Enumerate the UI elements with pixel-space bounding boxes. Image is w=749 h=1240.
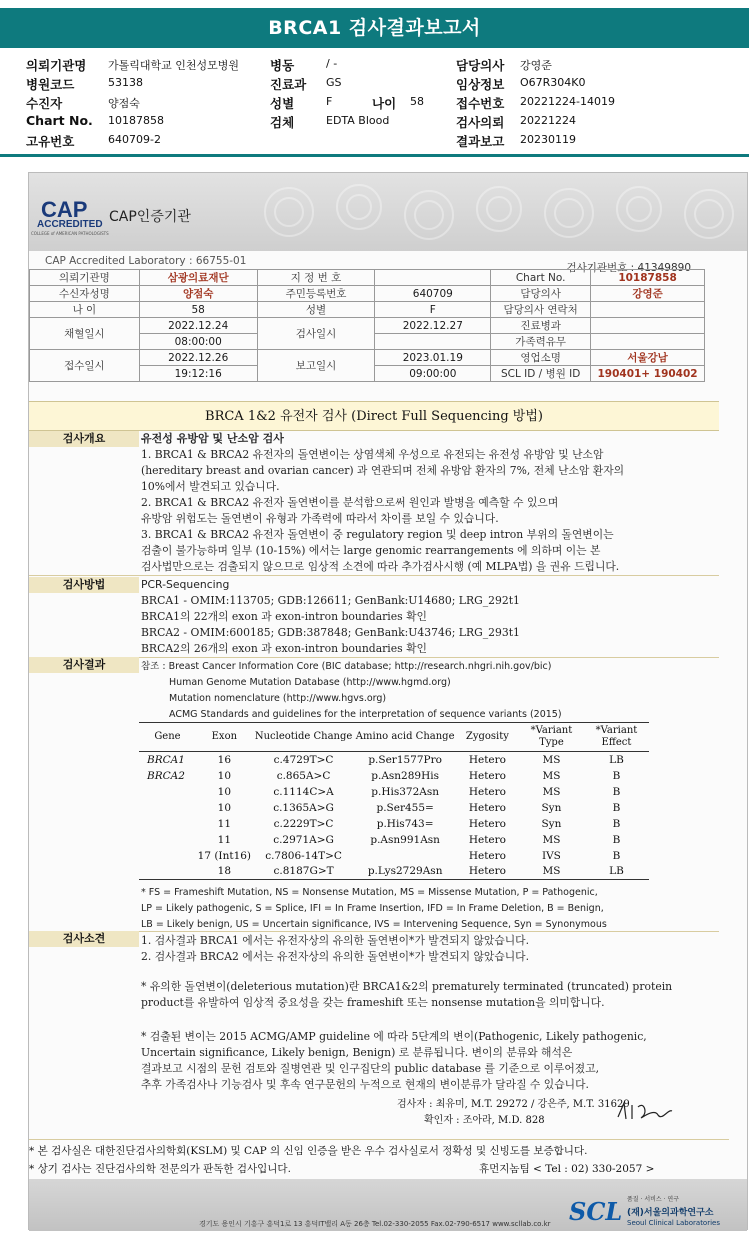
overview-text [141, 431, 711, 575]
method-line: BRCA1 - OMIM:113705; GDB:126611; GenBank:U14680; LRG_292t1 [141, 594, 520, 607]
report-header [0, 56, 749, 150]
lab-address: 경기도 용인시 기흥구 흥덕1로 13 흥덕IT밸리 A동 26층 Tel.02-330-2055 Fax.02-790-6517 www.scllab.co.kr [199, 1220, 551, 1228]
request-label: 검사의뢰 [456, 115, 505, 130]
table-cell: B [612, 769, 621, 782]
team-contact: 휴먼지놈팀 < Tel : 02) 330-2057 > [479, 1163, 655, 1175]
section-divider [29, 1139, 729, 1140]
patient-label: 수진자 [26, 96, 63, 111]
overview-line: 3. BRCA1 & BRCA2 유전자 돌연변이 중 regulatory region 및 deep intron 부위의 돌연변이는 [141, 528, 614, 541]
acmg-note [141, 1029, 711, 1093]
info-cell: F [375, 302, 491, 318]
decorative-pattern [259, 179, 739, 245]
method-text [141, 577, 711, 657]
table-cell: BRCA1 [147, 753, 185, 766]
info-cell: 나 이 [30, 302, 140, 318]
dept-value: GS [326, 76, 342, 89]
hospital-code-label: 병원코드 [26, 77, 75, 92]
test-title: BRCA 1&2 유전자 검사 (Direct Full Sequencing 방법) [29, 401, 719, 431]
table-cell: MS [542, 785, 561, 798]
table-cell: Hetero [468, 801, 506, 814]
specimen-label: 검체 [270, 115, 295, 130]
unique-value: 640709-2 [108, 133, 161, 146]
chart-label: Chart No. [26, 113, 93, 128]
table-cell: Hetero [468, 817, 506, 830]
method-line: BRCA2의 26개의 exon 과 exon-intron boundaries 확인 [141, 642, 427, 655]
table-cell: MS [542, 833, 561, 846]
info-cell: 2022.12.26 [139, 350, 257, 366]
clinical-label: 임상정보 [456, 77, 505, 92]
info-cell: 성별 [257, 302, 375, 318]
table-cell: 16 [217, 753, 232, 766]
table-cell: B [612, 849, 621, 862]
note-line: 추후 가족검사나 기능검사 및 후속 연구문헌의 누적으로 현재의 변이분류가 달라질 수 있습니다. [141, 1078, 589, 1091]
footnote-line: * FS = Frameshift Mutation, NS = Nonsense Mutation, MS = Missense Mutation, P = Pathogenic, [141, 887, 598, 898]
info-cell [375, 270, 491, 286]
info-cell [591, 318, 705, 334]
col-header: Gene [139, 723, 196, 752]
overview-line: 1. BRCA1 & BRCA2 유전자의 돌연변이는 상염색체 우성으로 유전되는 유전성 유방암 및 난소암 [141, 448, 604, 461]
result-value: 20230119 [520, 133, 576, 146]
overview-heading: 유전성 유방암 및 난소암 검사 [141, 432, 284, 445]
table-cell: p.His372Asn [371, 785, 440, 798]
overview-line: 유방암 위험도는 돌연변이 유형과 가족력에 따라서 차이를 보일 수 있습니다. [141, 512, 499, 525]
table-cell: BRCA2 [147, 769, 185, 782]
info-cell: 2022.12.24 [139, 318, 257, 334]
table-row [139, 800, 649, 816]
note-line: Uncertain significance, Likely benign, Benign) 로 분류됩니다. 변이의 분류와 해석은 [141, 1046, 573, 1059]
table-cell: p.Lys2729Asn [354, 864, 456, 880]
info-cell: 담당의사 연락처 [491, 302, 591, 318]
table-cell: LB [609, 753, 624, 766]
table-cell: B [612, 785, 621, 798]
info-cell: 서울강남 [591, 350, 705, 366]
info-cell: 수신자성명 [30, 286, 140, 302]
col-header: Exon [196, 723, 253, 752]
variant-table [139, 722, 649, 880]
request-value: 20221224 [520, 114, 576, 127]
note-line: * 검출된 변이는 2015 ACMG/AMP guideline 에 따라 5단계의 변이(Pathogenic, Likely pathogenic, [141, 1030, 647, 1043]
institution-label: 의뢰기관명 [26, 58, 87, 73]
sex-label: 성별 [270, 96, 295, 111]
scl-logo: SCL [569, 1197, 623, 1226]
table-cell: Hetero [468, 849, 506, 862]
result-label: 결과보고 [456, 134, 505, 149]
table-cell: c.1114C>A [273, 785, 334, 798]
info-cell: 09:00:00 [375, 366, 491, 382]
table-cell [139, 816, 196, 832]
table-cell: p.Ser1577Pro [368, 753, 442, 766]
info-cell [591, 302, 705, 318]
info-cell: 58 [139, 302, 257, 318]
ref-line: 참조 : Breast Cancer Information Core (BIC database; http://research.nhgri.nih.gov/bic) [141, 661, 552, 672]
info-cell: 190401+ 190402 [591, 366, 705, 382]
cap-accredited-text: ACCREDITED [37, 219, 103, 230]
ref-line: Mutation nomenclature (http://www.hgvs.org) [169, 693, 387, 704]
col-header: *Variant Type [519, 723, 584, 752]
table-cell: 18 [196, 864, 253, 880]
info-cell: 접수일시 [30, 350, 140, 382]
table-row [139, 816, 649, 832]
cap-lab-number: CAP Accredited Laboratory : 66755-01 [45, 255, 247, 267]
cap-institution: CAP인증기관 [109, 209, 191, 225]
ward-value: / - [326, 57, 338, 70]
info-cell: 19:12:16 [139, 366, 257, 382]
table-row [139, 768, 649, 784]
overview-line: 2. BRCA1 & BRCA2 유전자 돌연변이를 분석함으로써 원인과 발병을 예측할 수 있으며 [141, 496, 559, 509]
info-cell: 채혈일시 [30, 318, 140, 350]
abbreviation-footnote [141, 885, 711, 933]
age-value: 58 [410, 95, 424, 108]
info-cell: 10187858 [591, 270, 705, 286]
receipt-label: 접수번호 [456, 96, 505, 111]
patient-value: 양점숙 [108, 97, 140, 110]
chart-value: 10187858 [108, 114, 164, 127]
cap-college-text: COLLEGE of AMERICAN PATHOLOGISTS [31, 231, 109, 236]
note-line: * 유의한 돌연변이(deleterious mutation)란 BRCA1&2의 prematurely terminated (truncated) protein [141, 980, 673, 993]
results-label: 검사결과 [29, 657, 139, 673]
report-title: BRCA1 검사결과보고서 [0, 8, 749, 48]
doctor-value: 강영준 [520, 59, 552, 72]
col-header: Zygosity [456, 723, 519, 752]
handwritten-signature [614, 1099, 674, 1123]
table-row [139, 832, 649, 848]
method-line: PCR-Sequencing [141, 578, 230, 591]
doctor-label: 담당의사 [456, 58, 505, 73]
table-cell: Hetero [468, 769, 506, 782]
opinion-line: 1. 검사결과 BRCA1 에서는 유전자상의 유의한 돌연변이*가 발견되지 않았습니다. [141, 934, 530, 947]
unique-label: 고유번호 [26, 134, 75, 149]
table-cell: p.His743= [376, 817, 434, 830]
hospital-code-value: 53138 [108, 76, 143, 89]
table-cell: Hetero [456, 864, 519, 880]
scan-banner [29, 173, 747, 251]
table-row [139, 752, 649, 768]
specimen-value: EDTA Blood [326, 114, 390, 127]
lab-institution-number: 검사기관번호 : 41349890 [566, 262, 691, 274]
table-cell: c.2229T>C [273, 817, 334, 830]
col-header: Amino acid Change [354, 723, 456, 752]
table-cell: 10 [217, 769, 232, 782]
info-cell: 양점숙 [139, 286, 257, 302]
ref-line: ACMG Standards and guidelines for the interpretation of sequence variants (2015) [169, 709, 562, 720]
table-cell: p.Asn289His [371, 769, 440, 782]
info-cell: 2022.12.27 [375, 318, 491, 334]
table-cell: c.7806-14T>C [265, 849, 342, 862]
footnote-line: LB = Likely benign, US = Uncertain significance, IVS = Intervening Sequence, Syn = Synonymous [141, 919, 607, 930]
info-cell: 의뢰기관명 [30, 270, 140, 286]
col-header: Nucleotide Change [253, 723, 355, 752]
approver-signature: 확인자 : 조아라, M.D. 828 [424, 1115, 545, 1126]
review-note: * 상기 검사는 진단검사의학 전문의가 판독한 검사입니다. [29, 1163, 291, 1175]
table-cell: c.1365A>G [273, 801, 334, 814]
table-cell: B [612, 833, 621, 846]
table-cell: c.2971A>G [273, 833, 334, 846]
info-cell: SCL ID / 병원 ID [491, 366, 591, 382]
table-cell: 11 [217, 817, 232, 830]
table-cell: 10 [217, 785, 232, 798]
opinion-text [141, 933, 711, 965]
overview-label: 검사개요 [29, 431, 139, 447]
results-refs [141, 659, 711, 723]
method-label: 검사방법 [29, 577, 139, 593]
table-cell: 17 (Int16) [197, 849, 252, 862]
tester-signature: 검사자 : 최유미, M.T. 29272 / 강은주, M.T. 31629 [397, 1099, 630, 1110]
col-header: *Variant Effect [584, 723, 649, 752]
table-cell: 10 [217, 801, 232, 814]
note-line: product를 유발하여 임상적 중요성을 갖는 frameshift 또는 nonsense mutation을 의미합니다. [141, 996, 605, 1009]
method-line: BRCA2 - OMIM:600185; GDB:387848; GenBank:U43746; LRG_293t1 [141, 626, 520, 639]
info-cell: 가족력유무 [491, 334, 591, 350]
overview-line: 검사법만으로는 검출되지 않으므로 임상적 소견에 따라 추가검사시행 (예 MLPA법) 을 권유 드립니다. [141, 560, 620, 573]
info-cell: 영업소명 [491, 350, 591, 366]
info-cell [591, 334, 705, 350]
table-cell: B [612, 817, 621, 830]
table-cell: LB [584, 864, 649, 880]
sex-value: F [326, 95, 333, 108]
table-cell [139, 784, 196, 800]
deleterious-note [141, 979, 711, 1011]
scan-footer [29, 1179, 747, 1231]
scl-name: (재)서울의과학연구소 [627, 1208, 714, 1218]
table-cell [354, 848, 456, 864]
table-cell: Syn [541, 801, 562, 814]
table-cell: Hetero [468, 753, 506, 766]
footnote-line: LP = Likely pathogenic, S = Splice, IFI = In Frame Insertion, IFD = In Frame Deletion, B = Benign, [141, 903, 604, 914]
table-cell: MS [519, 864, 584, 880]
info-cell: 지 정 번 호 [257, 270, 375, 286]
table-cell: c.4729T>C [273, 753, 334, 766]
table-cell [139, 848, 196, 864]
table-row [139, 784, 649, 800]
method-line: BRCA1의 22개의 exon 과 exon-intron boundaries 확인 [141, 610, 427, 623]
info-cell: 검사일시 [257, 318, 375, 350]
age-label: 나이 [372, 96, 397, 111]
info-cell: 강영준 [591, 286, 705, 302]
patient-info-table [29, 269, 705, 382]
table-cell: B [612, 801, 621, 814]
table-cell: Hetero [468, 785, 506, 798]
scl-tagline: 품질 · 서비스 · 연구 [627, 1196, 680, 1203]
table-cell: MS [542, 769, 561, 782]
scanned-report [28, 172, 748, 1230]
info-cell: 삼광의료재단 [139, 270, 257, 286]
info-cell: 08:00:00 [139, 334, 257, 350]
table-cell: Hetero [468, 833, 506, 846]
cap-logo-text: CAP [41, 197, 88, 222]
note-line: 결과보고 시점의 문헌 검토와 질병연관 및 인구집단의 public database 를 기준으로 이루어졌고, [141, 1062, 600, 1075]
table-cell: IVS [541, 849, 561, 862]
header-divider [0, 154, 749, 157]
clinical-value: O67R304K0 [520, 76, 586, 89]
table-cell: c.8187G>T [253, 864, 355, 880]
info-cell: 2023.01.19 [375, 350, 491, 366]
table-cell [139, 864, 196, 880]
opinion-line: 2. 검사결과 BRCA2 에서는 유전자상의 유의한 돌연변이*가 발견되지 않았습니다. [141, 950, 530, 963]
info-cell: 담당의사 [491, 286, 591, 302]
info-cell [375, 334, 491, 350]
info-cell: Chart No. [491, 270, 591, 286]
table-cell [139, 800, 196, 816]
overview-line: 10%에서 발견되고 있습니다. [141, 480, 280, 493]
table-cell: c.865A>C [276, 769, 331, 782]
info-cell: 주민등록번호 [257, 286, 375, 302]
certification-note: * 본 검사실은 대한진단검사의학회(KSLM) 및 CAP 의 신임 인증을 받은 우수 검사실로서 정확성 및 신빙도를 보증합니다. [29, 1145, 588, 1157]
opinion-label: 검사소견 [29, 931, 139, 947]
info-cell: 보고일시 [257, 350, 375, 382]
table-cell: p.Asn991Asn [370, 833, 440, 846]
info-cell: 진료병과 [491, 318, 591, 334]
table-row [139, 848, 649, 864]
ward-label: 병동 [270, 58, 295, 73]
overview-line: (hereditary breast and ovarian cancer) 과 연관되며 전체 유방암 환자의 7%, 전체 난소암 환자의 [141, 464, 625, 477]
receipt-value: 20221224-14019 [520, 95, 615, 108]
info-cell: 640709 [375, 286, 491, 302]
table-row [139, 864, 649, 880]
scl-english-name: Seoul Clinical Laboratories [627, 1219, 720, 1227]
table-cell [139, 832, 196, 848]
table-cell: 11 [217, 833, 232, 846]
dept-label: 진료과 [270, 77, 307, 92]
table-cell: p.Ser455= [376, 801, 434, 814]
table-cell: MS [542, 753, 561, 766]
table-cell: Syn [541, 817, 562, 830]
institution-value: 가톨릭대학교 인천성모병원 [108, 59, 240, 72]
ref-line: Human Genome Mutation Database (http://www.hgmd.org) [169, 677, 451, 688]
section-divider [29, 575, 719, 576]
overview-line: 검출이 불가능하며 일부 (10-15%) 에서는 large genomic rearrangements 에 의하며 이는 본 [141, 544, 601, 557]
